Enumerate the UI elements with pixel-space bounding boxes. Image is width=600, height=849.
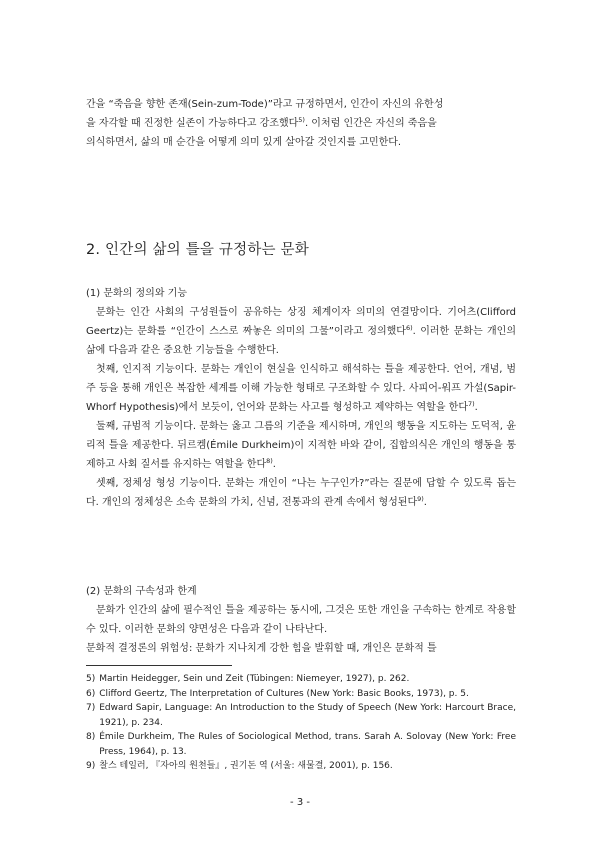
footnote-item [86, 759, 516, 774]
intro-line-2: 을 자각할 때 진정한 실존이 가능하다고 강조했다 [86, 118, 299, 129]
footnote-text: Edward Sapir, Language: An Introduction to the Study of Speech (New York: Harcourt Brace, 1921), p. 234. [99, 703, 516, 728]
footnote-text: Martin Heidegger, Sein und Zeit (Tübingen: Niemeyer, 1927), p. 262. [99, 674, 410, 684]
footnote-ref-6: 6) [405, 324, 413, 332]
identity-function-paragraph: 셋째, 정체성 형성 기능이다. 문화는 개인이 “나는 누구인가?”라는 질문에 답할 수 있도록 돕는다. 개인의 정체성은 소속 문화의 가치, 신념, 전통과의 관계 속에서 형성된다$^{9)}$. [86, 478, 516, 508]
footnote-number: 8) [86, 732, 96, 742]
footnote-ref-8: 8) [266, 457, 273, 465]
determinism-paragraph: 문화적 결정론의 위험성: 문화가 지나치게 강한 힘을 발휘할 때, 개인은 문화적 틀 [86, 643, 437, 654]
footnote-ref-7: 7) [468, 400, 475, 408]
intro-line-2-after: . 이처럼 인간은 자신의 죽음을 [304, 118, 437, 129]
subsection-2-title: (2) 문화의 구속성과 한계 [86, 586, 197, 597]
section-heading: 2. 인간의 삶의 틀을 규정하는 문화 [86, 242, 309, 258]
definition-paragraph: 문화는 인간 사회의 구성원들이 공유하는 상징 체계이자 의미의 연결망이다. 기어츠(Clifford Geertz)는 문화를 “인간이 스스로 짜놓은 의미의 그물”이라고 정의했다$^{6)}$. 이러한 문화는 개인의 삶에 다음과 같은 중요한 기능들을 수행한다. [86, 307, 516, 356]
footnote-number: 7) [86, 703, 96, 713]
footnote-divider [86, 665, 232, 666]
footnote-item [86, 672, 516, 687]
footnote-number: 9) [86, 761, 96, 771]
footnotes [86, 672, 516, 774]
footnote-text: 찰스 테일러, 『자아의 원천들』, 권기돈 역 (서울: 새물결, 2001), p. 156. [99, 761, 393, 771]
normative-function-paragraph: 둘째, 규범적 기능이다. 문화는 옳고 그름의 기준을 제시하며, 개인의 행동을 지도하는 도덕적, 윤리적 틀을 제공한다. 뒤르켐(Émile Durkheim)이 지적한 바와 같이, 집합의식은 개인의 행동을 통제하고 사회 질서를 유지하는 역할을 한다$^{8)}$. [86, 421, 516, 470]
footnote-item [86, 730, 516, 759]
subsection-2 [86, 582, 516, 658]
footnote-ref-9: 9) [417, 495, 424, 503]
footnote-ref-5: 5) [298, 116, 305, 124]
page-number: - 3 - [290, 797, 310, 808]
footnote-number: 6) [86, 688, 96, 699]
footnote-text: Clifford Geertz, The Interpretation of Cultures (New York: Basic Books, 1973), p. 5. [99, 688, 469, 699]
intro-paragraph [86, 95, 516, 152]
intro-line-3: 의식하면서, 삶의 매 순간을 어떻게 의미 있게 살아갈 것인지를 고민한다. [86, 137, 402, 148]
footnote-text: Émile Durkheim, The Rules of Sociological Method, trans. Sarah A. Solovay (New York: Free Press, 1964), p. 13. [99, 732, 516, 757]
cognitive-function-paragraph: 첫째, 인지적 기능이다. 문화는 개인이 현실을 인식하고 해석하는 틀을 제공한다. 언어, 개념, 범주 등을 통해 개인은 복잡한 세계를 이해 가능한 형태로 구조화할 수 있다. 사피어-워프 가설(Sapir-Whorf Hypothesis)에서 보듯이, 언어와 문화는 사고를 형성하고 제약하는 역할을 한다$^{7)}$. [86, 364, 516, 413]
section-2 [86, 238, 516, 259]
constraint-paragraph: 문화가 인간의 삶에 필수적인 틀을 제공하는 동시에, 그것은 또한 개인을 구속하는 한계로 작용할 수 있다. 이러한 문화의 양면성은 다음과 같이 나타난다. [86, 605, 516, 635]
footnote-item [86, 687, 516, 702]
intro-line-1: 간을 “죽음을 향한 존재(Sein-zum-Tode)”라고 규정하면서, 인간이 자신의 유한성 [86, 99, 444, 110]
footnote-number: 5) [86, 674, 96, 684]
subsection-1 [86, 284, 516, 512]
footnote-item [86, 701, 516, 730]
subsection-1-title: (1) 문화의 정의와 기능 [86, 288, 187, 299]
